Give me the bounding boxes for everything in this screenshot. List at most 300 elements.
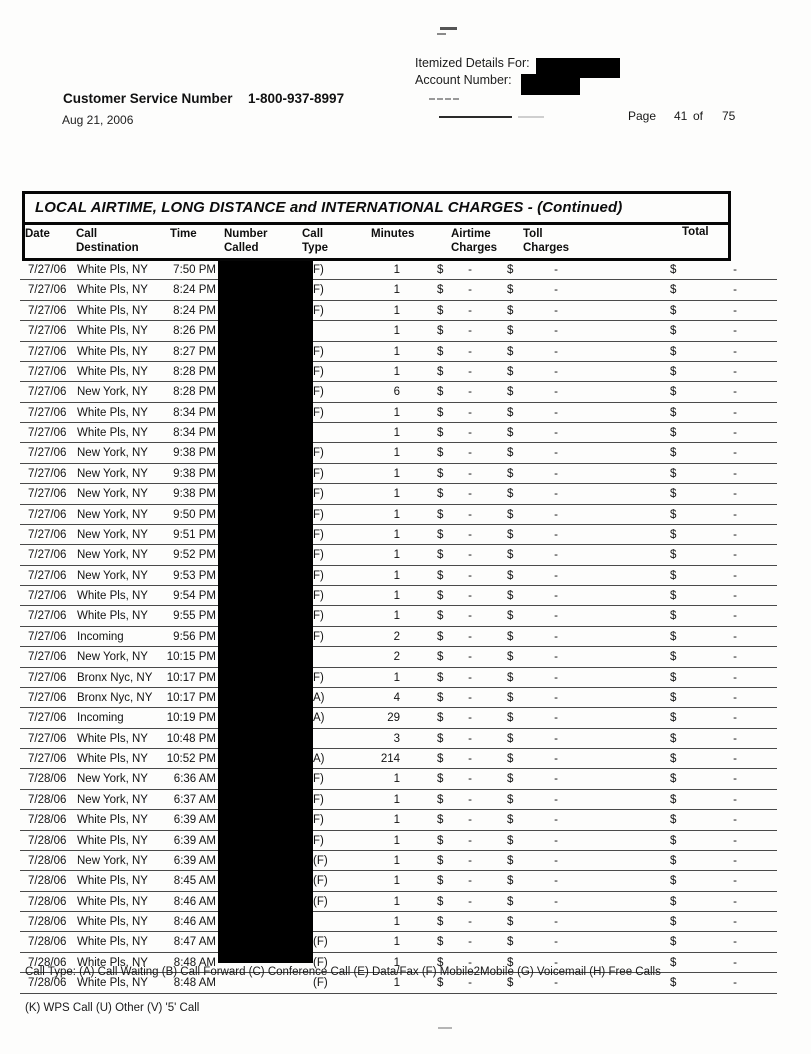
cell-airtime-amount: - bbox=[468, 814, 472, 827]
cell-total-currency: $ bbox=[670, 508, 677, 521]
cell-time: 9:53 PM bbox=[173, 569, 216, 582]
cell-airtime-amount: - bbox=[468, 406, 472, 419]
cell-total-amount: - bbox=[733, 386, 737, 399]
cell-toll-currency: $ bbox=[507, 467, 514, 480]
cell-date: 7/27/06 bbox=[28, 467, 67, 480]
cell-destination: White Pls, NY bbox=[77, 753, 148, 765]
cell-call-type: F) bbox=[313, 630, 324, 643]
table-row bbox=[20, 749, 777, 769]
table-row bbox=[20, 810, 777, 830]
cell-toll-currency: $ bbox=[507, 691, 514, 704]
table-row bbox=[20, 260, 777, 280]
cell-date: 7/27/06 bbox=[28, 325, 67, 338]
cell-destination: White Pls, NY bbox=[77, 304, 148, 317]
cell-destination: New York, NY bbox=[77, 467, 148, 480]
cell-minutes: 2 bbox=[393, 630, 400, 643]
cell-date: 7/27/06 bbox=[28, 630, 67, 643]
cell-destination: New York, NY bbox=[77, 549, 148, 562]
cell-airtime-currency: $ bbox=[437, 590, 444, 602]
cell-airtime-currency: $ bbox=[437, 977, 444, 990]
cell-date: 7/27/06 bbox=[28, 651, 67, 664]
cell-destination: White Pls, NY bbox=[77, 610, 148, 623]
cell-total-currency: $ bbox=[670, 427, 677, 439]
cell-toll-amount: - bbox=[554, 773, 558, 786]
column-header-call-type bbox=[302, 227, 328, 255]
cell-airtime-amount: - bbox=[468, 264, 472, 276]
cell-date: 7/28/06 bbox=[28, 773, 67, 786]
table-row bbox=[20, 871, 777, 891]
cell-airtime-amount: - bbox=[468, 488, 472, 501]
cell-total-currency: $ bbox=[670, 284, 677, 297]
column-header-call-destination bbox=[76, 227, 139, 255]
cell-time: 8:48 AM bbox=[173, 956, 216, 969]
cell-toll-amount: - bbox=[554, 406, 558, 419]
cell-total-amount: - bbox=[733, 549, 737, 562]
cell-airtime-currency: $ bbox=[437, 569, 444, 582]
cell-total-amount: - bbox=[733, 793, 737, 806]
cell-total-amount: - bbox=[733, 304, 737, 317]
cell-call-type: F) bbox=[313, 610, 324, 623]
cell-toll-amount: - bbox=[554, 508, 558, 521]
cell-destination: White Pls, NY bbox=[77, 895, 148, 908]
cell-date: 7/27/06 bbox=[28, 427, 67, 439]
table-row bbox=[20, 342, 777, 362]
cell-call-type: A) bbox=[313, 753, 325, 765]
cell-date: 7/27/06 bbox=[28, 610, 67, 623]
table-row bbox=[20, 280, 777, 300]
cell-total-amount: - bbox=[733, 712, 737, 725]
cell-airtime-amount: - bbox=[468, 691, 472, 704]
column-header-label: Type bbox=[302, 242, 328, 254]
table-row bbox=[20, 769, 777, 789]
cell-destination: New York, NY bbox=[77, 488, 148, 501]
cell-time: 8:46 AM bbox=[173, 916, 216, 928]
cell-date: 7/27/06 bbox=[28, 732, 67, 745]
cell-toll-currency: $ bbox=[507, 671, 514, 684]
cell-toll-currency: $ bbox=[507, 956, 514, 969]
cell-toll-amount: - bbox=[554, 956, 558, 969]
cell-toll-amount: - bbox=[554, 814, 558, 827]
cell-destination: Bronx Nyc, NY bbox=[77, 691, 153, 704]
cell-airtime-currency: $ bbox=[437, 365, 444, 378]
cell-total-amount: - bbox=[733, 447, 737, 460]
column-header-label: Number bbox=[224, 228, 268, 240]
cell-destination: New York, NY bbox=[77, 793, 148, 806]
cell-time: 9:51 PM bbox=[173, 528, 216, 541]
cell-toll-amount: - bbox=[554, 264, 558, 276]
cell-airtime-amount: - bbox=[468, 712, 472, 725]
cell-call-type: (F) bbox=[313, 895, 328, 908]
cell-destination: White Pls, NY bbox=[77, 916, 148, 928]
cell-toll-amount: - bbox=[554, 753, 558, 765]
column-header-minutes bbox=[371, 227, 414, 241]
cell-airtime-amount: - bbox=[468, 284, 472, 297]
cell-total-currency: $ bbox=[670, 630, 677, 643]
cell-time: 7:50 PM bbox=[173, 264, 216, 276]
cell-call-type: (F) bbox=[313, 936, 328, 949]
page-total: 75 bbox=[722, 109, 736, 123]
cell-toll-amount: - bbox=[554, 875, 558, 888]
cell-airtime-amount: - bbox=[468, 773, 472, 786]
cell-airtime-currency: $ bbox=[437, 834, 444, 847]
cell-minutes: 29 bbox=[387, 712, 400, 725]
cell-total-amount: - bbox=[733, 467, 737, 480]
cell-call-type: F) bbox=[313, 569, 324, 582]
cell-airtime-currency: $ bbox=[437, 875, 444, 888]
cell-destination: Incoming bbox=[77, 630, 124, 643]
cell-destination: White Pls, NY bbox=[77, 875, 148, 888]
cell-minutes: 1 bbox=[393, 467, 400, 480]
cell-airtime-amount: - bbox=[468, 447, 472, 460]
cell-call-type: (F) bbox=[313, 956, 328, 969]
cell-date: 7/27/06 bbox=[28, 671, 67, 684]
cell-time: 10:17 PM bbox=[166, 671, 216, 684]
scan-artifact-dash bbox=[438, 1027, 452, 1029]
cell-date: 7/27/06 bbox=[28, 406, 67, 419]
cell-toll-amount: - bbox=[554, 590, 558, 602]
table-title: LOCAL AIRTIME, LONG DISTANCE and INTERNATIONAL CHARGES - (Continued) bbox=[25, 194, 728, 225]
cell-date: 7/27/06 bbox=[28, 386, 67, 399]
table-row bbox=[20, 892, 777, 912]
cell-airtime-currency: $ bbox=[437, 345, 444, 358]
cell-minutes: 1 bbox=[393, 365, 400, 378]
cell-airtime-currency: $ bbox=[437, 773, 444, 786]
cell-airtime-currency: $ bbox=[437, 671, 444, 684]
cell-date: 7/27/06 bbox=[28, 590, 67, 602]
table-row bbox=[20, 423, 777, 443]
scan-artifact-rule bbox=[439, 116, 512, 118]
cell-time: 6:39 AM bbox=[173, 834, 216, 847]
cell-minutes: 1 bbox=[393, 977, 400, 990]
cell-call-type: F) bbox=[313, 386, 324, 399]
cell-call-type: F) bbox=[313, 345, 324, 358]
cell-time: 9:38 PM bbox=[173, 447, 216, 460]
cell-destination: White Pls, NY bbox=[77, 977, 148, 990]
cell-toll-currency: $ bbox=[507, 406, 514, 419]
cell-time: 10:48 PM bbox=[166, 732, 216, 745]
cell-call-type: F) bbox=[313, 365, 324, 378]
table-row bbox=[20, 586, 777, 606]
cell-total-amount: - bbox=[733, 325, 737, 338]
cell-call-type: (F) bbox=[313, 875, 328, 888]
cell-minutes: 1 bbox=[393, 427, 400, 439]
cell-time: 8:24 PM bbox=[173, 284, 216, 297]
table-row bbox=[20, 932, 777, 952]
cell-toll-currency: $ bbox=[507, 793, 514, 806]
cell-minutes: 1 bbox=[393, 284, 400, 297]
cell-destination: White Pls, NY bbox=[77, 284, 148, 297]
redaction-box-account-number bbox=[521, 74, 580, 95]
cell-total-amount: - bbox=[733, 732, 737, 745]
cell-toll-currency: $ bbox=[507, 753, 514, 765]
cell-time: 9:56 PM bbox=[173, 630, 216, 643]
cell-destination: White Pls, NY bbox=[77, 936, 148, 949]
cell-time: 10:52 PM bbox=[166, 753, 216, 765]
cell-time: 6:36 AM bbox=[173, 773, 216, 786]
cell-total-currency: $ bbox=[670, 569, 677, 582]
table-row bbox=[20, 321, 777, 341]
cell-call-type: F) bbox=[313, 467, 324, 480]
cell-total-currency: $ bbox=[670, 691, 677, 704]
cell-destination: White Pls, NY bbox=[77, 325, 148, 338]
cell-airtime-amount: - bbox=[468, 977, 472, 990]
cell-airtime-amount: - bbox=[468, 630, 472, 643]
cell-toll-amount: - bbox=[554, 916, 558, 928]
cell-date: 7/27/06 bbox=[28, 284, 67, 297]
cell-time: 8:46 AM bbox=[173, 895, 216, 908]
cell-minutes: 1 bbox=[393, 916, 400, 928]
cell-total-amount: - bbox=[733, 630, 737, 643]
cell-airtime-amount: - bbox=[468, 854, 472, 867]
page-of-label: of bbox=[693, 109, 704, 123]
cell-airtime-currency: $ bbox=[437, 467, 444, 480]
cell-toll-currency: $ bbox=[507, 916, 514, 928]
cell-minutes: 1 bbox=[393, 834, 400, 847]
cell-toll-amount: - bbox=[554, 386, 558, 399]
cell-airtime-amount: - bbox=[468, 936, 472, 949]
cell-destination: White Pls, NY bbox=[77, 732, 148, 745]
cell-destination: New York, NY bbox=[77, 773, 148, 786]
cell-destination: White Pls, NY bbox=[77, 264, 148, 276]
cell-toll-currency: $ bbox=[507, 325, 514, 338]
cell-toll-currency: $ bbox=[507, 773, 514, 786]
cell-total-currency: $ bbox=[670, 834, 677, 847]
cell-airtime-currency: $ bbox=[437, 264, 444, 276]
cell-call-type: F) bbox=[313, 834, 324, 847]
cell-date: 7/27/06 bbox=[28, 365, 67, 378]
cell-destination: Bronx Nyc, NY bbox=[77, 671, 153, 684]
cell-call-type: A) bbox=[313, 691, 325, 704]
column-header-label: Destination bbox=[76, 242, 139, 254]
cell-toll-amount: - bbox=[554, 977, 558, 990]
itemized-details-label: Itemized Details For: bbox=[415, 56, 530, 70]
cell-airtime-currency: $ bbox=[437, 895, 444, 908]
cell-time: 9:38 PM bbox=[173, 467, 216, 480]
cell-time: 6:37 AM bbox=[173, 793, 216, 806]
cell-airtime-amount: - bbox=[468, 345, 472, 358]
cell-toll-amount: - bbox=[554, 528, 558, 541]
cell-airtime-currency: $ bbox=[437, 936, 444, 949]
column-header-label: Minutes bbox=[371, 228, 415, 240]
cell-call-type: F) bbox=[313, 508, 324, 521]
table-row bbox=[20, 443, 777, 463]
cell-airtime-amount: - bbox=[468, 528, 472, 541]
cell-toll-amount: - bbox=[554, 854, 558, 867]
cell-time: 8:28 PM bbox=[173, 365, 216, 378]
cell-call-type: F) bbox=[313, 528, 324, 541]
cell-minutes: 1 bbox=[393, 895, 400, 908]
column-header-airtime-charges bbox=[451, 227, 497, 255]
cell-airtime-amount: - bbox=[468, 753, 472, 765]
cell-minutes: 1 bbox=[393, 956, 400, 969]
cell-total-currency: $ bbox=[670, 549, 677, 562]
cell-toll-currency: $ bbox=[507, 569, 514, 582]
redaction-box-number-called-column bbox=[218, 261, 313, 963]
cell-airtime-currency: $ bbox=[437, 712, 444, 725]
cell-toll-amount: - bbox=[554, 284, 558, 297]
cell-call-type: F) bbox=[313, 773, 324, 786]
table-row bbox=[20, 851, 777, 871]
cell-time: 8:24 PM bbox=[173, 304, 216, 317]
cell-airtime-amount: - bbox=[468, 651, 472, 664]
page-label: Page bbox=[628, 109, 657, 123]
cell-airtime-amount: - bbox=[468, 895, 472, 908]
cell-destination: New York, NY bbox=[77, 651, 148, 664]
cell-total-currency: $ bbox=[670, 793, 677, 806]
cell-airtime-currency: $ bbox=[437, 508, 444, 521]
cell-minutes: 1 bbox=[393, 508, 400, 521]
cell-date: 7/28/06 bbox=[28, 916, 67, 928]
cell-call-type: F) bbox=[313, 590, 324, 602]
cell-total-currency: $ bbox=[670, 406, 677, 419]
cell-airtime-currency: $ bbox=[437, 814, 444, 827]
cell-airtime-amount: - bbox=[468, 875, 472, 888]
cell-date: 7/28/06 bbox=[28, 875, 67, 888]
cell-airtime-currency: $ bbox=[437, 386, 444, 399]
cell-total-currency: $ bbox=[670, 773, 677, 786]
cell-toll-currency: $ bbox=[507, 895, 514, 908]
cell-minutes: 6 bbox=[393, 386, 400, 399]
cell-total-currency: $ bbox=[670, 753, 677, 765]
statement-date: Aug 21, 2006 bbox=[62, 113, 134, 127]
cell-date: 7/28/06 bbox=[28, 936, 67, 949]
cell-toll-currency: $ bbox=[507, 304, 514, 317]
cell-airtime-currency: $ bbox=[437, 304, 444, 317]
cell-time: 9:52 PM bbox=[173, 549, 216, 562]
column-header-date bbox=[25, 227, 50, 241]
cell-total-currency: $ bbox=[670, 712, 677, 725]
cell-minutes: 1 bbox=[393, 936, 400, 949]
cell-destination: New York, NY bbox=[77, 447, 148, 460]
scan-artifact-dash bbox=[440, 27, 457, 30]
cell-minutes: 1 bbox=[393, 773, 400, 786]
scan-artifact-dash bbox=[437, 33, 446, 35]
cell-total-currency: $ bbox=[670, 814, 677, 827]
table-row bbox=[20, 729, 777, 749]
table-row bbox=[20, 912, 777, 932]
cell-call-type: F) bbox=[313, 488, 324, 501]
cell-date: 7/28/06 bbox=[28, 895, 67, 908]
cell-time: 8:26 PM bbox=[173, 325, 216, 338]
cell-total-amount: - bbox=[733, 569, 737, 582]
cell-airtime-amount: - bbox=[468, 427, 472, 439]
cell-toll-currency: $ bbox=[507, 345, 514, 358]
cell-toll-amount: - bbox=[554, 304, 558, 317]
cell-total-amount: - bbox=[733, 345, 737, 358]
cell-call-type: F) bbox=[313, 284, 324, 297]
cell-total-currency: $ bbox=[670, 895, 677, 908]
cell-toll-amount: - bbox=[554, 365, 558, 378]
cell-toll-amount: - bbox=[554, 651, 558, 664]
cell-date: 7/28/06 bbox=[28, 854, 67, 867]
cell-total-currency: $ bbox=[670, 304, 677, 317]
cell-call-type: F) bbox=[313, 447, 324, 460]
column-header-label: Time bbox=[170, 228, 197, 240]
cell-toll-amount: - bbox=[554, 345, 558, 358]
cell-destination: White Pls, NY bbox=[77, 590, 148, 602]
column-header-label: Call bbox=[76, 228, 98, 240]
cell-minutes: 4 bbox=[393, 691, 400, 704]
scan-artifact-rule-faint bbox=[518, 116, 544, 118]
cell-toll-amount: - bbox=[554, 834, 558, 847]
cell-date: 7/27/06 bbox=[28, 549, 67, 562]
cell-airtime-amount: - bbox=[468, 732, 472, 745]
cell-date: 7/28/06 bbox=[28, 793, 67, 806]
cell-airtime-currency: $ bbox=[437, 854, 444, 867]
cell-total-amount: - bbox=[733, 895, 737, 908]
cell-total-amount: - bbox=[733, 671, 737, 684]
cell-toll-currency: $ bbox=[507, 549, 514, 562]
cell-total-currency: $ bbox=[670, 956, 677, 969]
cell-toll-currency: $ bbox=[507, 284, 514, 297]
column-header-label: Toll bbox=[523, 228, 543, 240]
cell-airtime-amount: - bbox=[468, 304, 472, 317]
table-row bbox=[20, 382, 777, 402]
cell-toll-currency: $ bbox=[507, 590, 514, 602]
cell-toll-amount: - bbox=[554, 488, 558, 501]
cell-toll-currency: $ bbox=[507, 528, 514, 541]
table-row bbox=[20, 464, 777, 484]
cell-time: 8:34 PM bbox=[173, 427, 216, 439]
cell-toll-currency: $ bbox=[507, 630, 514, 643]
table-row bbox=[20, 688, 777, 708]
cell-airtime-amount: - bbox=[468, 610, 472, 623]
cell-time: 9:50 PM bbox=[173, 508, 216, 521]
cell-airtime-currency: $ bbox=[437, 284, 444, 297]
cell-date: 7/27/06 bbox=[28, 345, 67, 358]
cell-total-amount: - bbox=[733, 834, 737, 847]
cell-airtime-currency: $ bbox=[437, 447, 444, 460]
cell-time: 8:48 AM bbox=[173, 977, 216, 990]
cell-date: 7/27/06 bbox=[28, 508, 67, 521]
footnote-call-type-legend-2: (K) WPS Call (U) Other (V) '5' Call bbox=[25, 1002, 200, 1014]
cell-destination: White Pls, NY bbox=[77, 365, 148, 378]
cell-airtime-currency: $ bbox=[437, 488, 444, 501]
cell-minutes: 1 bbox=[393, 447, 400, 460]
cell-total-currency: $ bbox=[670, 447, 677, 460]
cell-date: 7/27/06 bbox=[28, 304, 67, 317]
cell-toll-currency: $ bbox=[507, 447, 514, 460]
cell-minutes: 214 bbox=[380, 753, 400, 765]
cell-total-amount: - bbox=[733, 264, 737, 276]
cell-airtime-currency: $ bbox=[437, 630, 444, 643]
cell-toll-amount: - bbox=[554, 467, 558, 480]
cell-toll-currency: $ bbox=[507, 427, 514, 439]
cell-time: 10:19 PM bbox=[166, 712, 216, 725]
cell-airtime-currency: $ bbox=[437, 427, 444, 439]
cell-toll-currency: $ bbox=[507, 732, 514, 745]
column-header-label: Called bbox=[224, 242, 259, 254]
cell-total-currency: $ bbox=[670, 528, 677, 541]
cell-time: 6:39 AM bbox=[173, 814, 216, 827]
cell-toll-currency: $ bbox=[507, 814, 514, 827]
table-row bbox=[20, 505, 777, 525]
column-header-toll-charges bbox=[523, 227, 569, 255]
cell-toll-currency: $ bbox=[507, 712, 514, 725]
cell-toll-currency: $ bbox=[507, 508, 514, 521]
table-row bbox=[20, 525, 777, 545]
cell-call-type: F) bbox=[313, 406, 324, 419]
cell-total-amount: - bbox=[733, 610, 737, 623]
cell-minutes: 2 bbox=[393, 651, 400, 664]
column-header-time bbox=[170, 227, 197, 241]
cell-airtime-amount: - bbox=[468, 956, 472, 969]
cell-destination: New York, NY bbox=[77, 386, 148, 399]
cell-total-amount: - bbox=[733, 488, 737, 501]
cell-toll-amount: - bbox=[554, 671, 558, 684]
cell-minutes: 1 bbox=[393, 671, 400, 684]
cell-toll-amount: - bbox=[554, 569, 558, 582]
